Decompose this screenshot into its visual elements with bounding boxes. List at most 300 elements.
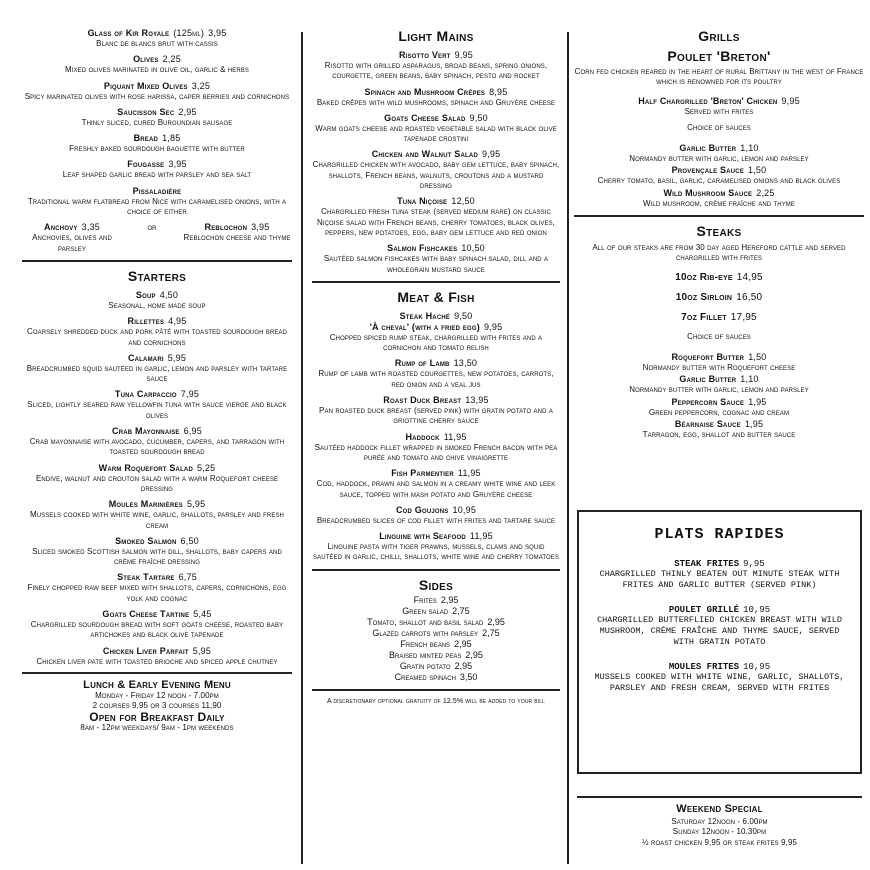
steaks-list bbox=[574, 272, 864, 323]
chicken-sauces-list bbox=[574, 143, 864, 209]
item-desc: Pan roasted duck breast (served pink) with gratin potato and a griottine cherry sauce bbox=[319, 406, 553, 426]
poulet-breton-desc: Corn fed chicken reared in the heart of rural Brittany in the west of France which is renowned for its poultry bbox=[574, 67, 864, 87]
starters-title: Starters bbox=[127, 267, 187, 284]
rapide-item bbox=[587, 662, 852, 694]
item-title bbox=[22, 107, 292, 118]
item-desc: Breadcrumbed squid sautéed in garlic, lemon and parsley with tartare sauce bbox=[26, 363, 288, 384]
item-price: 10,50 bbox=[461, 243, 485, 254]
item-desc: Sliced smoked Scottish salmon with dill, shallots, baby capers and crème fraîche dressing bbox=[32, 546, 282, 567]
item-title bbox=[574, 397, 864, 408]
item-name: Soup bbox=[135, 289, 156, 300]
item-desc: Baked crêpes with wild mushrooms, spinach and Gruyère cheese bbox=[316, 97, 556, 107]
item-price: 5,45 bbox=[193, 609, 212, 620]
side-name: Tomato, shallot and basil salad bbox=[367, 616, 484, 627]
menu-item bbox=[574, 143, 864, 164]
item-desc: Chargrilled fresh tuna steak (served medium rare) on classic Niçoise salad with French beans, cherry tomatoes, black olives, peppers, new potatoes, egg, baby gem lettuce and red onion bbox=[316, 207, 555, 237]
item-name: Half Chargrilled 'Breton' Chicken bbox=[638, 95, 778, 106]
item-desc: Cod, haddock, prawn and salmon in a creamy white wine and leek sauce, topped with mash potato and Gruyère cheese bbox=[316, 479, 556, 499]
menu-item bbox=[312, 243, 560, 275]
item-title bbox=[22, 646, 292, 657]
side-item bbox=[312, 606, 560, 617]
item-name: Linguine with Seafood bbox=[379, 531, 466, 542]
item-price: 4,50 bbox=[159, 289, 179, 300]
menu-item bbox=[312, 196, 560, 238]
item-name: Olives bbox=[133, 54, 159, 65]
item-name: Salmon Fishcakes bbox=[387, 243, 458, 254]
item-desc: Mixed olives marinated in olive oil, garlic & herbs bbox=[64, 65, 250, 75]
divider bbox=[22, 672, 292, 674]
weekend-special bbox=[577, 790, 862, 848]
item-price: 5,95 bbox=[186, 499, 206, 510]
item-title bbox=[22, 81, 292, 92]
item-name: Risotto Vert bbox=[399, 50, 451, 60]
rapide-desc: CHARGRILLED THINLY BEATEN OUT MINUTE STEAK WITH FRITES AND GARLIC BUTTER (SERVED PINK) bbox=[599, 569, 840, 590]
item-title bbox=[22, 133, 292, 144]
item-name: Crab Mayonnaise bbox=[112, 426, 180, 437]
menu-item bbox=[22, 572, 292, 604]
side-price: 3,50 bbox=[459, 671, 478, 682]
item-price: 1,85 bbox=[162, 133, 181, 144]
item-price: 13,95 bbox=[465, 395, 489, 406]
steaks-desc: All of our steaks are from 30 day aged Hereford cattle and served chargrilled with frites bbox=[592, 243, 846, 263]
item-title bbox=[574, 143, 864, 154]
divider bbox=[22, 260, 292, 262]
menu-item bbox=[312, 505, 560, 526]
item-desc: Sautéed salmon fishcakes with baby spinach salad, dill and a wholegrain mustard sauce bbox=[323, 254, 549, 274]
side-price: 2,95 bbox=[454, 638, 472, 649]
item-name: Cod Goujons bbox=[395, 504, 449, 515]
side-item bbox=[312, 595, 560, 606]
menu-item bbox=[22, 186, 292, 218]
lunch-hours: Monday - Friday 12 noon - 7.00pm bbox=[95, 690, 219, 700]
weekend-offer: ½ roast chicken 9,95 or steak frites 9,95 bbox=[641, 837, 798, 847]
item-title bbox=[312, 531, 560, 542]
divider bbox=[577, 796, 862, 798]
item-desc: Linguine pasta with tiger prawns, mussels, clams and squid sautéed in garlic, chilli, shallots, white wine and cherry tomatoes bbox=[313, 542, 559, 562]
item-title bbox=[312, 358, 560, 369]
rapide-title bbox=[587, 662, 852, 672]
item-price: 12,50 bbox=[451, 196, 475, 207]
item-price: 6,75 bbox=[178, 572, 197, 583]
item-desc: Spicy marinated olives with rose harissa, caper berries and cornichons bbox=[24, 91, 290, 101]
item-price: 13,50 bbox=[453, 358, 478, 369]
menu-item bbox=[312, 50, 560, 82]
item-price: 11,95 bbox=[457, 468, 481, 479]
column-divider-left bbox=[301, 32, 303, 864]
divider bbox=[312, 569, 560, 571]
item-title bbox=[22, 159, 292, 170]
item-name: Chicken Liver Parfait bbox=[102, 645, 189, 656]
item-desc: Tarragon, egg, shallot and butter sauce bbox=[642, 429, 796, 439]
divider bbox=[312, 281, 560, 283]
meat-fish-list bbox=[312, 358, 560, 562]
item-name: Garlic Butter bbox=[679, 374, 737, 385]
menu-item bbox=[22, 54, 292, 75]
item-price: 4,95 bbox=[168, 316, 187, 327]
item-desc: Chicken liver pate with toasted brioche and spiced apple chutney bbox=[36, 656, 278, 666]
item-name: Glass of Kir Royale bbox=[87, 28, 170, 38]
item-name: Piquant Mixed Olives bbox=[103, 80, 188, 91]
item-desc: Risotto with grilled asparagus, broad beans, spring onions, courgette, green beans, baby spinach, pesto and rocket bbox=[324, 61, 548, 81]
item-title bbox=[574, 188, 864, 199]
item-title bbox=[22, 316, 292, 327]
item-price: 1,95 bbox=[744, 418, 764, 429]
meat-fish-title: Meat & Fish bbox=[397, 288, 475, 305]
item-title bbox=[312, 113, 560, 124]
item-title bbox=[22, 536, 292, 547]
choice-anchovy-desc: Anchovies, olives and parsley bbox=[32, 233, 112, 253]
item-desc: Sliced, lightly seared raw yellowfin tuna with sauce vierge and black olives bbox=[27, 400, 287, 420]
item-price: 2,25 bbox=[756, 187, 775, 198]
menu-item bbox=[312, 395, 560, 427]
choice-anchovy bbox=[22, 222, 122, 254]
pissaladiere-choices bbox=[22, 222, 292, 254]
item-name: Roast Duck Breast bbox=[383, 395, 462, 406]
menu-item bbox=[574, 374, 864, 395]
rapide-desc: MUSSELS COOKED WITH WHITE WINE, GARLIC, SHALLOTS, PARSLEY AND FRESH CREAM, SERVED WITH FRITES bbox=[594, 672, 845, 693]
item-name: Roquefort Butter bbox=[671, 351, 745, 362]
item-title bbox=[22, 28, 292, 39]
item-price: 14,95 bbox=[736, 271, 763, 283]
item-price: 11,95 bbox=[469, 531, 493, 542]
rapide-name: MOULES FRITES bbox=[668, 662, 740, 672]
breakfast-title: Open for Breakfast Daily bbox=[89, 709, 225, 724]
side-name: Green salad bbox=[402, 605, 449, 616]
item-title bbox=[574, 352, 864, 363]
weekend-saturday: Saturday 12noon - 6.00pm bbox=[671, 817, 768, 826]
item-title bbox=[312, 50, 560, 61]
side-name: Frites bbox=[413, 594, 437, 605]
item-desc: Finely chopped raw beef mixed with shallots, capers, cornichons, egg yolk and cognac bbox=[27, 583, 287, 603]
item-name: Garlic Butter bbox=[679, 143, 737, 154]
item-name: Calamari bbox=[127, 352, 164, 363]
side-price: 2,95 bbox=[465, 649, 483, 660]
menu-item bbox=[22, 290, 292, 311]
menu-item bbox=[312, 358, 560, 390]
lunch-title: Lunch & Early Evening Menu bbox=[83, 678, 231, 691]
side-price: 2,75 bbox=[452, 605, 470, 616]
menu-item bbox=[22, 646, 292, 667]
item-desc: Rump of lamb with roasted courgettes, new potatoes, carrots, red onion and a veal jus bbox=[318, 369, 554, 389]
left-column bbox=[22, 28, 292, 733]
item-price: 6,95 bbox=[183, 426, 202, 437]
steak-sauces-list bbox=[574, 352, 864, 440]
item-title bbox=[574, 272, 864, 283]
choice-of-sauces-chicken: Choice of sauces bbox=[687, 122, 751, 132]
item-title bbox=[312, 196, 560, 207]
rapide-price: 10,95 bbox=[743, 662, 771, 672]
item-desc: Mussels cooked with white wine, garlic, shallots, parsley and fresh cream bbox=[30, 510, 284, 530]
menu-item bbox=[22, 536, 292, 568]
menu-item bbox=[22, 353, 292, 385]
side-name: French beans bbox=[400, 638, 451, 649]
item-name: Béarnaise Sauce bbox=[674, 418, 741, 429]
item-price: 9,95 bbox=[481, 149, 501, 160]
menu-item bbox=[22, 609, 292, 641]
side-price: 2,95 bbox=[487, 616, 505, 627]
side-item bbox=[312, 639, 560, 650]
steak-hache-item bbox=[312, 311, 560, 354]
rapide-item bbox=[587, 559, 852, 591]
side-item bbox=[312, 650, 560, 661]
item-title bbox=[312, 468, 560, 479]
item-title bbox=[312, 149, 560, 160]
menu-item bbox=[22, 107, 292, 128]
item-desc: Traditional warm flatbread from Nice with caramelised onions, with a choice of either bbox=[27, 196, 287, 217]
choice-anchovy-name: Anchovy bbox=[44, 222, 78, 233]
item-price: 3,25 bbox=[191, 80, 211, 91]
item-title bbox=[22, 186, 292, 197]
side-price: 2,95 bbox=[440, 594, 459, 605]
item-price: 7,95 bbox=[180, 389, 200, 400]
lunch-prices: 2 courses 9,95 or 3 courses 11,90 bbox=[92, 701, 222, 711]
item-title bbox=[22, 609, 292, 620]
item-name: 10oz Sirloin bbox=[675, 291, 733, 303]
sides-list bbox=[312, 595, 560, 683]
item-title bbox=[22, 389, 292, 400]
item-desc: Sautéed haddock fillet wrapped in smoked French bacon with pea purée and tomato and chive vinaigrette bbox=[314, 442, 558, 462]
item-name: Bread bbox=[133, 133, 159, 144]
aperitif-list bbox=[22, 28, 292, 217]
item-price: 3,95 bbox=[168, 159, 187, 170]
item-note: (125ml) bbox=[173, 28, 205, 38]
middle-column bbox=[312, 28, 560, 706]
choice-or: or bbox=[147, 223, 157, 233]
item-price: 9,95 bbox=[454, 50, 473, 60]
menu-item bbox=[22, 316, 292, 348]
half-chicken-item bbox=[574, 96, 864, 117]
side-item bbox=[312, 628, 560, 639]
item-desc: Seasonal, home made soup bbox=[108, 300, 206, 310]
item-name: Steak Haché bbox=[399, 310, 451, 321]
item-name: Peppercorn Sauce bbox=[671, 396, 745, 407]
side-item bbox=[312, 661, 560, 672]
item-name: Goats Cheese Tartine bbox=[102, 609, 190, 620]
item-desc: Served with frites bbox=[684, 106, 754, 116]
item-desc: Wild mushroom, crème fraîche and thyme bbox=[642, 198, 796, 208]
choice-reblochon-desc: Reblochon cheese and thyme bbox=[183, 233, 291, 243]
divider bbox=[574, 215, 864, 217]
item-name: Fish Parmentier bbox=[391, 468, 454, 479]
menu-item bbox=[22, 463, 292, 495]
item-desc: Normandy butter with garlic, lemon and parsley bbox=[629, 154, 809, 164]
item-name: Wild Mushroom Sauce bbox=[663, 187, 753, 198]
rapide-name: POULET GRILLÉ bbox=[668, 605, 740, 615]
item-title bbox=[22, 290, 292, 301]
gratuity-note: A discretionary optional gratuity of 12.5% will be added to your bill bbox=[326, 697, 545, 705]
rapide-title bbox=[587, 605, 852, 615]
weekend-title: Weekend Special bbox=[676, 803, 763, 815]
item-price: 2,25 bbox=[162, 54, 181, 65]
menu-item bbox=[574, 397, 864, 418]
item-title bbox=[574, 292, 864, 303]
side-name: Creamed spinach bbox=[394, 671, 456, 682]
plats-rapides-list bbox=[587, 559, 852, 694]
item-price: 8,95 bbox=[489, 86, 508, 97]
item-name: Rump of Lamb bbox=[394, 358, 450, 369]
menu-item bbox=[574, 292, 864, 303]
side-price: 2,95 bbox=[454, 660, 473, 671]
item-title bbox=[312, 243, 560, 254]
item-price: 10,95 bbox=[452, 504, 477, 515]
item-title bbox=[22, 54, 292, 65]
breakfast-hours: 8am - 12pm weekdays/ 9am - 1pm weekends bbox=[80, 722, 234, 732]
menu-item bbox=[22, 133, 292, 154]
item-desc: Warm goats cheese and roasted vegetable salad with black olive tapenade crostini bbox=[315, 123, 557, 144]
item-name: Steak Tartare bbox=[117, 572, 175, 583]
item-title bbox=[312, 505, 560, 516]
item-price: 9,50 bbox=[469, 112, 488, 123]
item-name: Chicken and Walnut Salad bbox=[371, 149, 478, 160]
item-name: Provençale Sauce bbox=[671, 165, 745, 176]
menu-item bbox=[22, 499, 292, 531]
menu-item bbox=[22, 426, 292, 458]
menu-item bbox=[312, 432, 560, 464]
item-price: 17,95 bbox=[730, 311, 757, 323]
item-price: 5,95 bbox=[192, 645, 212, 656]
rapide-price: 10,95 bbox=[743, 605, 771, 615]
rapide-price: 9,95 bbox=[743, 559, 765, 569]
item-price: 1,10 bbox=[740, 374, 759, 385]
menu-item bbox=[312, 468, 560, 500]
menu-item bbox=[574, 188, 864, 209]
item-price: 1,50 bbox=[748, 165, 767, 176]
menu-item bbox=[574, 272, 864, 283]
item-price: 1,10 bbox=[740, 143, 759, 154]
item-desc: Endive, walnut and crouton salad with a warm Roquefort cheese dressing bbox=[35, 473, 279, 493]
item-price: 9,50 bbox=[454, 310, 473, 321]
item-title bbox=[22, 499, 292, 510]
item-name: 10oz Rib-eye bbox=[675, 271, 733, 283]
side-price: 2,75 bbox=[482, 627, 500, 638]
item-desc: Thinly sliced, cured Burgundian sausage bbox=[81, 117, 233, 127]
item-price: 5,25 bbox=[197, 462, 216, 473]
menu-item bbox=[312, 149, 560, 191]
item-price: 6,50 bbox=[180, 535, 199, 546]
item-name: 7oz Fillet bbox=[681, 311, 727, 323]
item-title bbox=[574, 419, 864, 430]
item-sub-name: 'À cheval' (with a fried egg) bbox=[369, 321, 480, 332]
item-name: Tuna Carpaccio bbox=[114, 389, 177, 400]
menu-item bbox=[22, 81, 292, 102]
light-mains-list bbox=[312, 50, 560, 275]
item-desc: Cherry tomato, basil, garlic, caramelised onions and black olives bbox=[597, 176, 841, 186]
item-title bbox=[574, 312, 864, 323]
choice-reblochon bbox=[182, 222, 292, 254]
side-item bbox=[312, 672, 560, 683]
item-name: Pissaladière bbox=[132, 185, 182, 196]
item-price: 11,95 bbox=[443, 431, 467, 442]
rapide-name: STEAK FRITES bbox=[674, 559, 740, 569]
plats-rapides-box bbox=[577, 510, 862, 774]
menu-item bbox=[312, 113, 560, 145]
item-price: 2,95 bbox=[178, 106, 197, 117]
item-price: 1,50 bbox=[748, 351, 767, 362]
item-name: Goats Cheese Salad bbox=[384, 112, 466, 123]
item-desc: Chargrilled chicken with avocado, baby gem lettuce, baby spinach, shallots, French beans, walnuts, croutons and a mustard dressing bbox=[312, 160, 560, 191]
item-title bbox=[22, 463, 292, 474]
rapide-title bbox=[587, 559, 852, 569]
rapide-desc: CHARGRILLED BUTTERFLIED CHICKEN BREAST WITH WILD MUSHROOM, CRÈME FRAÎCHE AND THYME SAUCE, SERVED WITH GRATIN POTATO bbox=[597, 615, 842, 647]
item-desc: Green peppercorn, cognac and cream bbox=[648, 407, 790, 417]
item-name: Haddock bbox=[405, 431, 440, 442]
item-title bbox=[312, 432, 560, 443]
item-title bbox=[22, 572, 292, 583]
starters-list bbox=[22, 290, 292, 667]
menu-item bbox=[574, 352, 864, 373]
item-desc: Blanc de blancs brut with cassis bbox=[96, 39, 218, 48]
plats-rapides-title: PLATS RAPIDES bbox=[654, 526, 785, 543]
sides-title: Sides bbox=[418, 576, 454, 593]
item-name: Fougasse bbox=[127, 159, 165, 170]
grills-title: Grills bbox=[698, 28, 740, 44]
item-title bbox=[22, 353, 292, 364]
menu-item bbox=[312, 531, 560, 563]
item-desc: Chopped spiced rump steak, chargrilled with frites and a cornichon and tomato relish bbox=[329, 332, 543, 353]
menu-item bbox=[312, 87, 560, 108]
item-desc: Normandy butter with garlic, lemon and parsley bbox=[629, 385, 809, 395]
item-name: Tuna Niçoise bbox=[397, 196, 448, 207]
item-title bbox=[574, 165, 864, 176]
item-name: Saucisson Sec bbox=[117, 106, 175, 117]
item-price: 16,50 bbox=[736, 291, 763, 303]
item-title bbox=[312, 395, 560, 406]
menu-item bbox=[574, 419, 864, 440]
right-column bbox=[574, 28, 864, 441]
steaks-title: Steaks bbox=[696, 223, 742, 240]
item-name: Spinach and Mushroom Crêpes bbox=[364, 86, 486, 97]
item-price: 9,95 bbox=[781, 95, 800, 106]
item-desc: Chargrilled sourdough bread with soft goats cheese, roasted baby artichokes and black olive tapenade bbox=[30, 620, 284, 640]
item-sub-price: 9,95 bbox=[483, 321, 503, 332]
side-name: Glazed carrots with parsley bbox=[372, 627, 479, 638]
menu-item bbox=[22, 159, 292, 180]
side-name: Gratin potato bbox=[399, 660, 451, 671]
side-name: Braised minted peas bbox=[389, 649, 462, 660]
item-title bbox=[574, 374, 864, 385]
choice-of-sauces-steak: Choice of sauces bbox=[687, 331, 751, 341]
rapide-item bbox=[587, 605, 852, 648]
divider bbox=[312, 689, 560, 691]
menu-item bbox=[574, 312, 864, 323]
item-desc: Crab mayonnaise with avocado, cucumber, capers, and tarragon with toasted sourdough bread bbox=[29, 437, 285, 457]
item-price: 5,95 bbox=[167, 352, 187, 363]
light-mains-title: Light Mains bbox=[398, 28, 474, 44]
menu-item bbox=[22, 389, 292, 421]
item-desc: Leaf shaped garlic bread with parsley and sea salt bbox=[62, 170, 252, 180]
item-price: 1,95 bbox=[748, 396, 767, 407]
column-divider-right bbox=[567, 32, 569, 864]
item-name: Moules Marinières bbox=[108, 499, 183, 510]
item-desc: Normandy butter with Roquefort cheese bbox=[642, 362, 796, 372]
item-name: Smoked Salmon bbox=[115, 535, 177, 546]
item-title bbox=[22, 426, 292, 437]
item-title bbox=[312, 87, 560, 98]
choice-reblochon-price: 3,95 bbox=[251, 222, 270, 233]
item-desc: Breadcrumbed slices of cod fillet with frites and tartare sauce bbox=[316, 515, 556, 525]
menu-item bbox=[22, 28, 292, 49]
weekend-sunday: Sunday 12noon - 10.30pm bbox=[672, 827, 767, 837]
item-desc: Freshly baked sourdough baguette with butter bbox=[69, 144, 245, 154]
item-price: 3,95 bbox=[208, 28, 227, 38]
item-name: Rillettes bbox=[127, 316, 165, 327]
choice-anchovy-price: 3,35 bbox=[81, 222, 100, 233]
choice-reblochon-name: Reblochon bbox=[204, 222, 248, 233]
side-item bbox=[312, 617, 560, 628]
item-name: Warm Roquefort Salad bbox=[98, 462, 193, 473]
menu-item bbox=[574, 165, 864, 186]
poulet-breton-title: Poulet 'Breton' bbox=[667, 48, 771, 64]
